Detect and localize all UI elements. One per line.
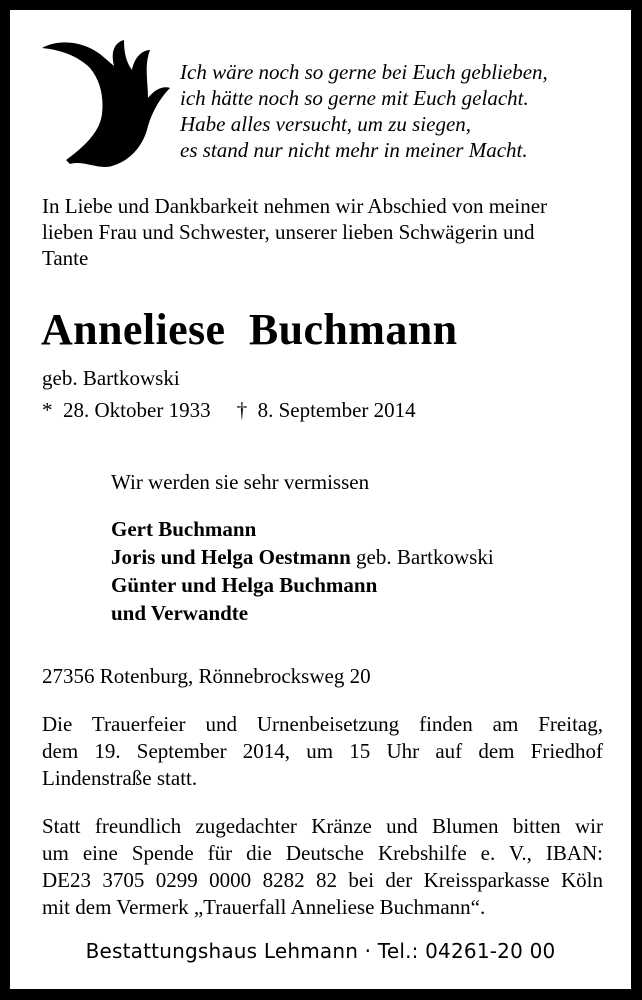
deceased-name: Anneliese Buchmann — [41, 305, 458, 354]
donation-paragraph — [42, 813, 603, 921]
antler-icon — [40, 36, 172, 168]
mourner-name: Joris und Helga Oestmann — [111, 545, 351, 569]
farewell-intro — [42, 193, 607, 271]
mourner-entry — [111, 543, 494, 571]
donation-line: um eine Spende für die Deutsche Krebshilfe e. V., IBAN: — [42, 841, 603, 865]
poem-line: Habe alles versucht, um zu siegen, — [180, 112, 472, 136]
intro-line: In Liebe und Dankbarkeit nehmen wir Abschied von meiner — [42, 194, 548, 218]
poem-line: es stand nur nicht mehr in meiner Macht. — [180, 138, 528, 162]
birth-name: geb. Bartkowski — [42, 366, 180, 390]
life-dates — [42, 397, 416, 423]
donation-line: mit dem Vermerk „Trauerfall Anneliese Buchmann“. — [42, 895, 486, 919]
ceremony-line: Lindenstraße statt. — [42, 766, 198, 790]
ceremony-line: Die Trauerfeier und Urnenbeisetzung finden am Freitag, — [42, 712, 603, 736]
footer-separator: · — [364, 939, 372, 963]
mourner-entry — [111, 571, 494, 599]
death-date: 8. September 2014 — [257, 398, 416, 422]
miss-line: Wir werden sie sehr vermissen — [111, 470, 370, 494]
funeral-home-name: Bestattungshaus Lehmann — [85, 939, 359, 963]
poem-line: ich hätte noch so gerne mit Euch gelacht. — [180, 86, 529, 110]
mourner-name: Gert Buchmann — [111, 517, 257, 541]
birth-date: 28. Oktober 1933 — [63, 398, 211, 422]
death-symbol: † — [236, 398, 248, 422]
birth-symbol: * — [42, 398, 53, 422]
obituary-notice — [10, 10, 631, 989]
funeral-home-phone: Tel.: 04261-20 00 — [377, 939, 556, 963]
mourners-list — [111, 515, 494, 627]
mourner-note: geb. Bartkowski — [356, 545, 494, 569]
poem-line: Ich wäre noch so gerne bei Euch geblieben, — [180, 60, 548, 84]
donation-line: Statt freundlich zugedachter Kränze und Blumen bitten wir — [42, 814, 603, 838]
funeral-home-footer — [10, 938, 631, 964]
donation-line: DE23 3705 0299 0000 8282 82 bei der Kreissparkasse Köln — [42, 868, 603, 892]
mourner-name: und Verwandte — [111, 601, 249, 625]
mourner-name: Günter und Helga Buchmann — [111, 573, 378, 597]
address: 27356 Rotenburg, Rönnebrocksweg 20 — [42, 664, 371, 688]
intro-line: lieben Frau und Schwester, unserer lieben Schwägerin und — [42, 220, 535, 244]
poem — [180, 59, 548, 163]
mourner-entry — [111, 599, 494, 627]
intro-line: Tante — [42, 246, 89, 270]
ceremony-paragraph — [42, 711, 603, 792]
ceremony-line: dem 19. September 2014, um 15 Uhr auf dem Friedhof — [42, 739, 603, 763]
mourner-entry — [111, 515, 494, 543]
